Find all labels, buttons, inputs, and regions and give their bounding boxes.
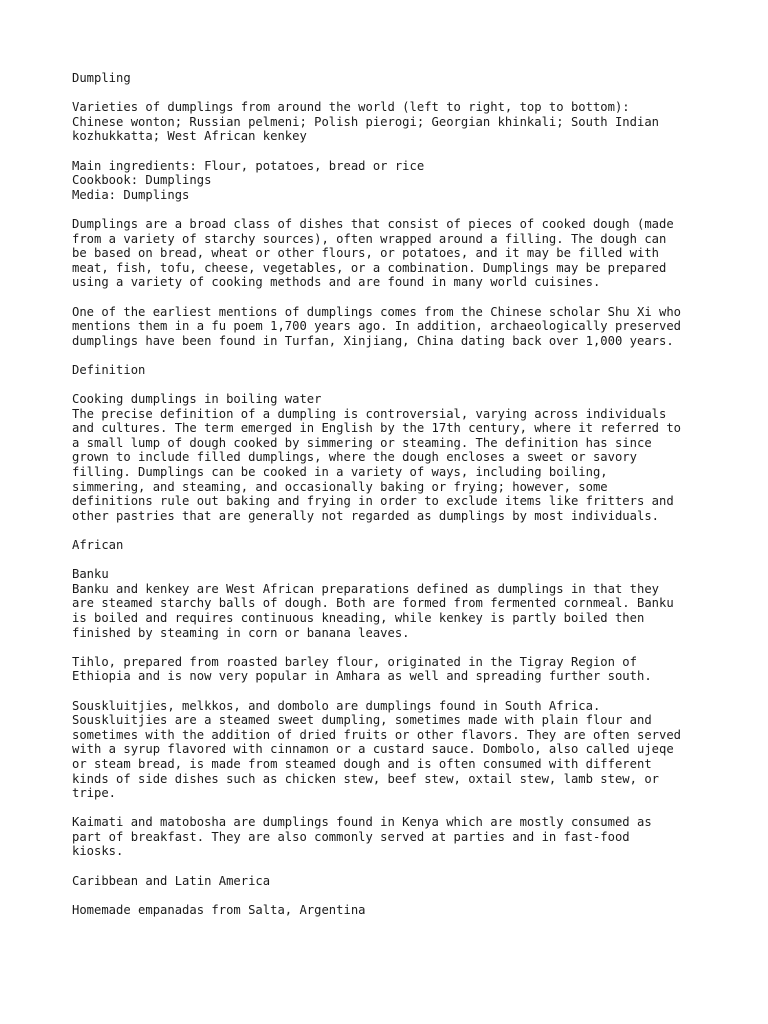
text-line: Banku and kenkey are West African preparations defined as dumplings in that they: [72, 581, 659, 596]
text-line: meat, fish, tofu, cheese, vegetables, or a combination. Dumplings may be prepared: [72, 260, 667, 275]
text-line: be based on bread, wheat or other flours, or potatoes, and it may be filled with: [72, 246, 659, 261]
text-line: Media: Dumplings: [72, 187, 190, 202]
text-line: Caribbean and Latin America: [72, 873, 271, 888]
text-line: using a variety of cooking methods and are found in many world cuisines.: [72, 275, 601, 290]
blank-line: [72, 523, 712, 538]
text-line: simmering, and steaming, and occasionally baking or frying; however, some: [72, 479, 608, 494]
text-line: dumplings have been found in Turfan, Xinjiang, China dating back over 1,000 years.: [72, 333, 674, 348]
text-line: from a variety of starchy sources), often wrapped around a filling. The dough can: [72, 231, 667, 246]
text-line: Souskluitjies are a steamed sweet dumpling, sometimes made with plain flour and: [72, 713, 652, 728]
text-line: Souskluitjies, melkkos, and dombolo are dumplings found in South Africa.: [72, 698, 601, 713]
text-line: filling. Dumplings can be cooked in a variety of ways, including boiling,: [72, 465, 608, 480]
blank-line: [72, 144, 712, 159]
text-line: Dumplings are a broad class of dishes that consist of pieces of cooked dough (made: [72, 216, 674, 231]
blank-line: [72, 640, 712, 655]
text-line: or steam bread, is made from steamed dough and is often consumed with different: [72, 756, 652, 771]
text-line: Homemade empanadas from Salta, Argentina: [72, 902, 366, 917]
document-page: [72, 71, 712, 917]
blank-line: [72, 290, 712, 305]
text-line: Kaimati and matobosha are dumplings found in Kenya which are mostly consumed as: [72, 815, 652, 830]
text-line: are steamed starchy balls of dough. Both are formed from fermented cornmeal. Banku: [72, 596, 674, 611]
text-line: The precise definition of a dumpling is controversial, varying across individuals: [72, 406, 667, 421]
text-line: Tihlo, prepared from roasted barley flour, originated in the Tigray Region of: [72, 654, 637, 669]
text-line: part of breakfast. They are also commonly served at parties and in fast-food: [72, 829, 630, 844]
text-line: Definition: [72, 362, 146, 377]
blank-line: [72, 553, 712, 568]
blank-line: [72, 801, 712, 816]
text-line: Dumpling: [72, 71, 131, 85]
text-line: kozhukkatta; West African kenkey: [72, 129, 307, 144]
blank-line: [72, 348, 712, 363]
text-line: kiosks.: [72, 844, 124, 859]
text-line: Varieties of dumplings from around the world (left to right, top to bottom):: [72, 100, 630, 115]
text-line: Chinese wonton; Russian pelmeni; Polish pierogi; Georgian khinkali; South Indian: [72, 114, 659, 129]
blank-line: [72, 888, 712, 903]
text-line: and cultures. The term emerged in English by the 17th century, where it referred to: [72, 421, 682, 436]
blank-line: [72, 684, 712, 699]
text-line: with a syrup flavored with cinnamon or a custard sauce. Dombolo, also called ujeqe: [72, 742, 674, 757]
text-line: is boiled and requires continuous kneading, while kenkey is partly boiled then: [72, 610, 645, 625]
text-line: One of the earliest mentions of dumplings comes from the Chinese scholar Shu Xi who: [72, 304, 682, 319]
blank-line: [72, 377, 712, 392]
text-line: Cooking dumplings in boiling water: [72, 392, 322, 407]
blank-line: [72, 859, 712, 874]
text-line: definitions rule out baking and frying in order to exclude items like fritters and: [72, 494, 674, 509]
text-line: Cookbook: Dumplings: [72, 173, 212, 188]
text-line: other pastries that are generally not regarded as dumplings by most individuals.: [72, 508, 659, 523]
text-line: tripe.: [72, 786, 117, 801]
text-line: finished by steaming in corn or banana leaves.: [72, 625, 410, 640]
blank-line: [72, 86, 712, 101]
text-line: Main ingredients: Flour, potatoes, bread or rice: [72, 158, 425, 173]
text-line: kinds of side dishes such as chicken stew, beef stew, oxtail stew, lamb stew, or: [72, 771, 659, 786]
text-line: Banku: [72, 567, 109, 582]
text-line: a small lump of dough cooked by simmering or steaming. The definition has since: [72, 435, 652, 450]
text-line: sometimes with the addition of dried fruits or other flavors. They are often served: [72, 727, 682, 742]
text-line: mentions them in a fu poem 1,700 years ago. In addition, archaeologically preserved: [72, 319, 682, 334]
text-line: Ethiopia and is now very popular in Amhara as well and spreading further south.: [72, 669, 652, 684]
blank-line: [72, 202, 712, 217]
text-line: grown to include filled dumplings, where the dough encloses a sweet or savory: [72, 450, 637, 465]
text-line: African: [72, 538, 124, 552]
